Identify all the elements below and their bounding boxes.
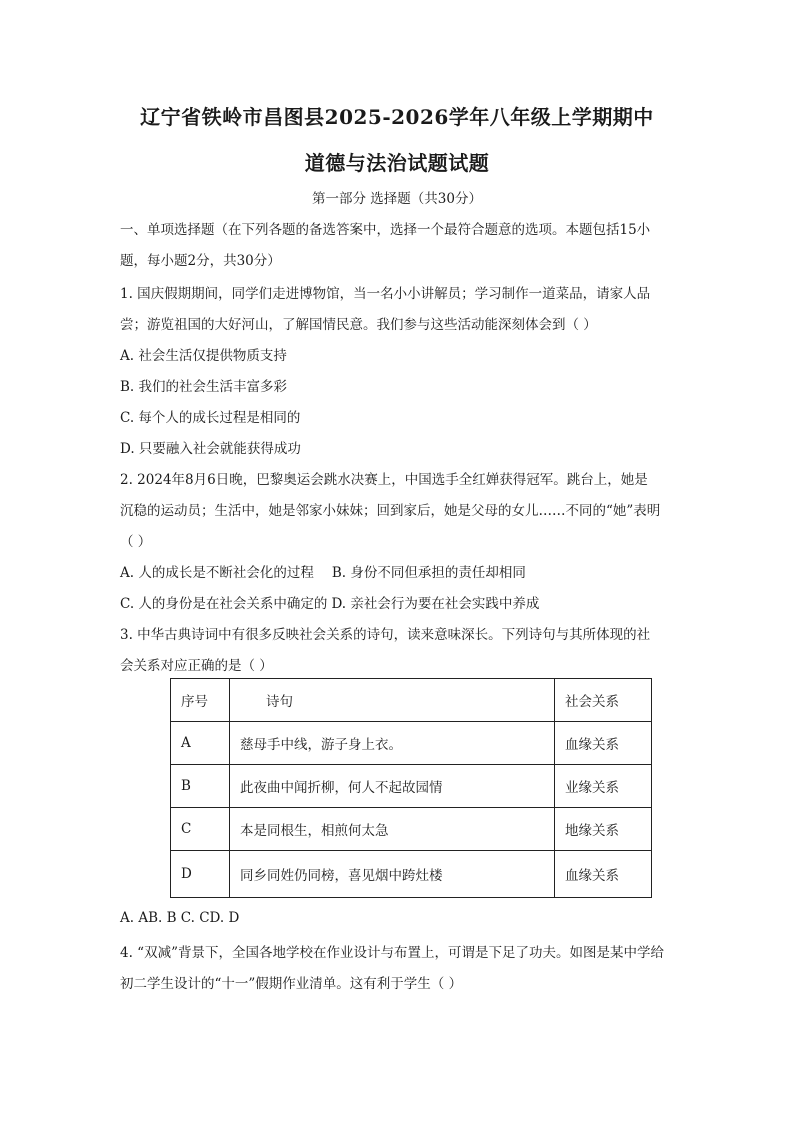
exam-title-line1: 辽宁省铁岭市昌图县2025-2026学年八年级上学期期中	[140, 105, 654, 129]
table-row	[171, 851, 652, 898]
q2-option-c[interactable]: C. 人的身份是在社会关系中确定的	[120, 596, 328, 612]
q2-option-d[interactable]: D. 亲社会行为要在社会实践中养成	[331, 596, 540, 612]
q4-stem-line1: 4. “双减”背景下，全国各地学校在作业设计与布置上，可谓是下足了功夫。如图是某中学给	[120, 945, 664, 961]
header-cell-poem: 诗句	[230, 679, 555, 722]
q3-stem-line2: 会关系对应正确的是（ ）	[120, 658, 273, 674]
cell-poem: 慈母手中线，游子身上衣。	[230, 722, 555, 765]
q3-answer-options[interactable]: A. AB. B C. CD. D	[120, 910, 240, 926]
cell-index: D	[171, 851, 230, 898]
section-intro-line2: 题，每小题2分，共30分）	[120, 253, 281, 269]
cell-index: C	[171, 808, 230, 851]
q1-option-c[interactable]: C. 每个人的成长过程是相同的	[120, 410, 301, 426]
table-row	[171, 722, 652, 765]
cell-relation: 血缘关系	[555, 722, 652, 765]
q2-option-a[interactable]: A. 人的成长是不断社会化的过程	[120, 565, 314, 581]
cell-relation: 业缘关系	[555, 765, 652, 808]
q2-stem-line3: （ ）	[120, 534, 152, 550]
q3-stem-line1: 3. 中华古典诗词中有很多反映社会关系的诗句，读来意味深长。下列诗句与其所体现的社	[120, 627, 651, 643]
cell-relation: 地缘关系	[555, 808, 652, 851]
q1-option-d[interactable]: D. 只要融入社会就能获得成功	[120, 441, 301, 457]
cell-poem: 此夜曲中闻折柳，何人不起故园情	[230, 765, 555, 808]
cell-poem: 本是同根生，相煎何太急	[230, 808, 555, 851]
cell-index: B	[171, 765, 230, 808]
poem-table	[170, 678, 652, 898]
section-intro-line1: 一、单项选择题（在下列各题的备选答案中，选择一个最符合题意的选项。本题包括15小	[120, 222, 651, 238]
q1-stem-line1: 1. 国庆假期期间，同学们走进博物馆，当一名小小讲解员；学习制作一道菜品，请家人品	[120, 286, 651, 302]
q1-option-b[interactable]: B. 我们的社会生活丰富多彩	[120, 379, 288, 395]
cell-index: A	[171, 722, 230, 765]
q2-stem-line1: 2. 2024年8月6日晚，巴黎奥运会跳水决赛上，中国选手全红婵获得冠军。跳台上，她是	[120, 472, 648, 488]
q2-options-row2	[120, 592, 680, 612]
q1-option-a[interactable]: A. 社会生活仅提供物质支持	[120, 348, 287, 364]
q4-stem-line2: 初二学生设计的“十一”假期作业清单。这有利于学生（ ）	[120, 976, 463, 992]
header-cell-index: 序号	[171, 679, 230, 722]
q1-stem-line2: 尝；游览祖国的大好河山，了解国情民意。我们参与这些活动能深刻体会到（ ）	[120, 317, 597, 333]
q2-options-row1	[120, 561, 680, 581]
table-row	[171, 765, 652, 808]
part-heading: 第一部分 选择题（共30分）	[312, 191, 482, 207]
exam-title-line2: 道德与法治试题试题	[304, 151, 490, 175]
header-cell-relation: 社会关系	[555, 679, 652, 722]
q2-stem-line2: 沉稳的运动员；生活中，她是邻家小妹妹；回到家后，她是父母的女儿……不同的“她”表明	[120, 503, 661, 519]
table-header-row	[171, 679, 652, 722]
cell-poem: 同乡同姓仍同榜，喜见烟中跨灶楼	[230, 851, 555, 898]
table-row	[171, 808, 652, 851]
cell-relation: 血缘关系	[555, 851, 652, 898]
q2-option-b[interactable]: B. 身份不同但承担的责任却相同	[331, 565, 526, 581]
